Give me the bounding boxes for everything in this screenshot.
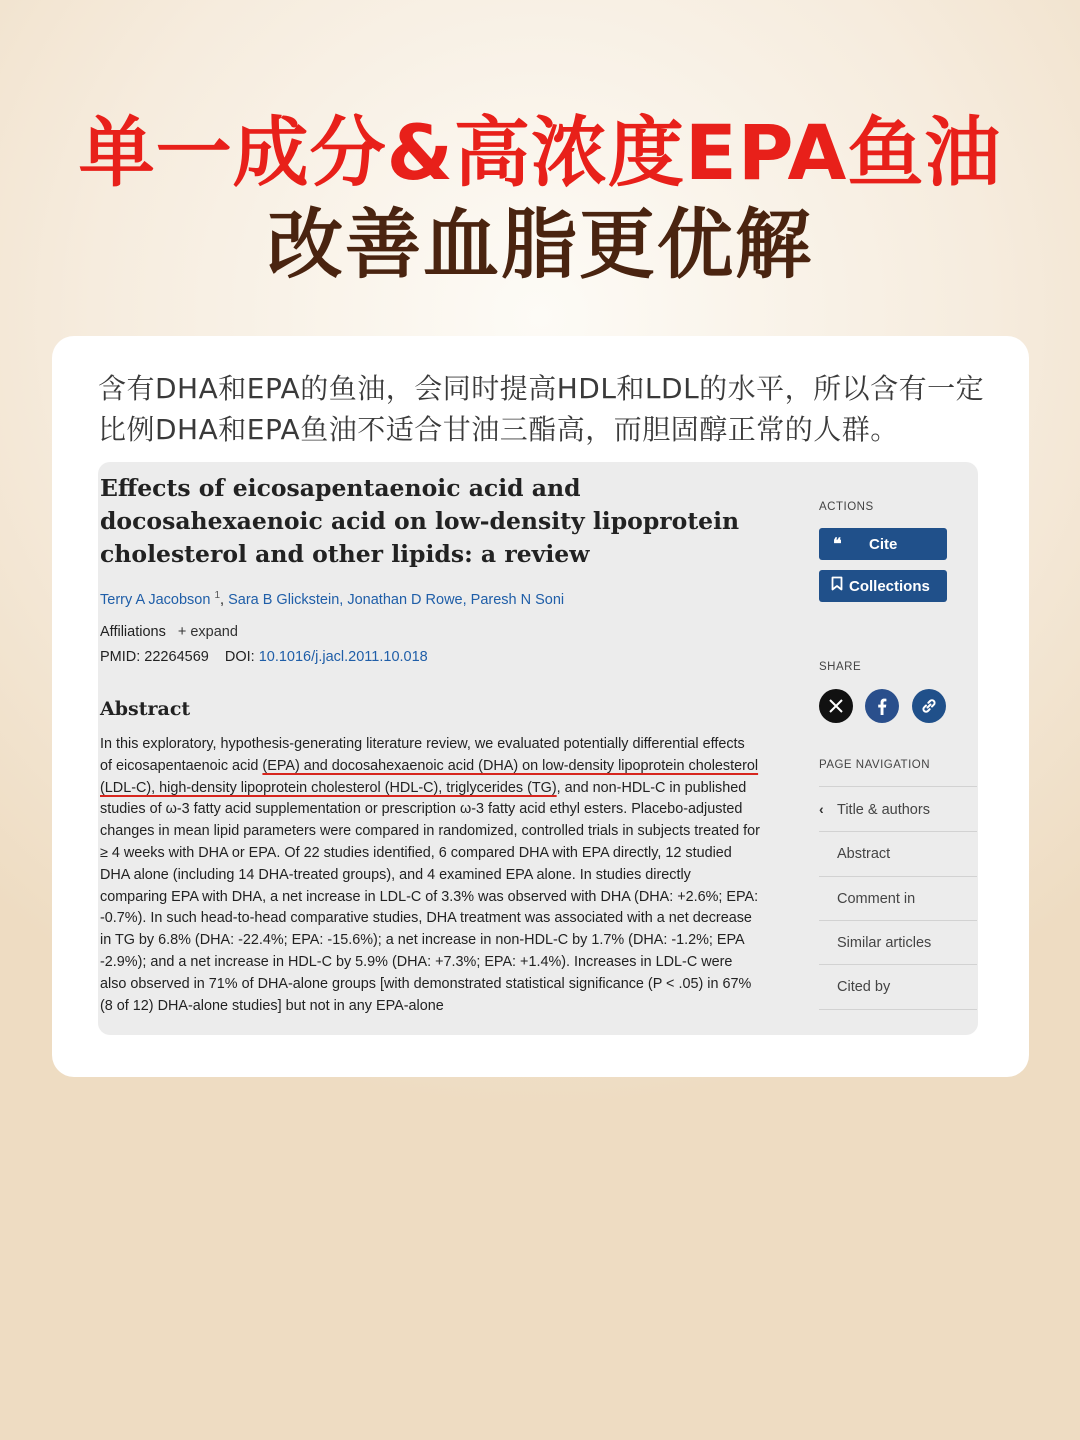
share-label: SHARE <box>819 661 862 673</box>
x-icon[interactable] <box>819 689 853 723</box>
article-screenshot <box>98 462 978 1035</box>
nav-item-title-authors[interactable]: Title & authors <box>837 802 930 818</box>
identifiers-row <box>100 649 428 665</box>
author-link[interactable]: Terry A Jacobson <box>100 591 211 608</box>
affiliations-row <box>100 624 238 640</box>
affiliation-marker[interactable]: 1 <box>214 590 221 601</box>
collections-label: Collections <box>849 577 930 595</box>
abstract-text <box>100 734 760 1017</box>
article-title: Effects of eicosapentaenoic acid and docosahexaenoic acid on low-density lipoprotein cholesterol and other lipids: a review <box>100 474 740 568</box>
nav-divider <box>819 1009 977 1010</box>
cite-button[interactable] <box>819 528 947 560</box>
headline-line-2: 改善血脂更优解 <box>267 200 813 289</box>
nav-divider <box>819 964 977 965</box>
link-icon[interactable] <box>912 689 946 723</box>
intro-text: 含有DHA和EPA的鱼油，会同时提高HDL和LDL的水平，所以含有一定比例DHA和EPA鱼油不适合甘油三酯高，而胆固醇正常的人群。 <box>98 372 985 446</box>
nav-item-cited-by[interactable]: Cited by <box>837 979 891 995</box>
abstract-heading: Abstract <box>100 698 191 720</box>
nav-divider <box>819 876 977 877</box>
author-list <box>100 590 740 608</box>
author-links[interactable]: Sara B Glickstein, Jonathan D Rowe, Paresh N Soni <box>228 591 565 608</box>
nav-item-comment-in[interactable]: Comment in <box>837 891 916 907</box>
abstract-highlighted-phrase: (EPA) and docosahexaenoic acid (DHA) on low-density lipoprotein cholesterol (LDL-C), high-density lipoprotein cholesterol (HDL-C), triglycerides (TG) <box>100 757 759 796</box>
actions-label: ACTIONS <box>819 501 874 513</box>
chevron-left-icon: ‹ <box>819 801 824 817</box>
nav-divider <box>819 831 977 832</box>
author-separator: , <box>220 591 225 608</box>
content-card <box>52 336 1029 1077</box>
abstract-part-2: , and non-HDL-C in published studies of ω-3 fatty acid supplementation or prescription ω-3 fatty acid ethyl esters. Placebo-adjusted changes in mean lipid parameters were compared in randomized, controlled trials in subjects treated for ≥ 4 weeks with DHA or EPA. Of 22 studies identified, 6 compared DHA with EPA directly, 12 studied DHA alone (including 14 DHA-treated groups), and 4 examined EPA alone. In studies directly comparing EPA with DHA, a net increase in LDL-C of 3.3% was observed with DHA (DHA: +2.6%; EPA: -0.7%). In such head-to-head comparative studies, DHA treatment was associated with a net decrease in TG by 6.8% (DHA: -22.4%; EPA: -15.6%); a net increase in non-HDL-C by 1.7% (DHA: -1.2%; EPA -2.9%); and a net increase in HDL-C by 5.9% (DHA: +7.3%; EPA: +1.4%). Increases in LDL-C were also observed in 71% of DHA-alone groups [with demonstrated statistical significance (P < .05) in 67% (8 of 12) DHA-alone studies] but not in any EPA-alone <box>100 779 760 1014</box>
doi-link[interactable]: 10.1016/j.jacl.2011.10.018 <box>258 649 428 665</box>
facebook-icon[interactable] <box>865 689 899 723</box>
doi-label: DOI: <box>224 649 255 665</box>
cite-label: Cite <box>869 535 898 553</box>
headline-line-1: 单一成分&高浓度EPA鱼油 <box>78 108 1002 197</box>
bookmark-icon <box>831 576 849 596</box>
nav-item-similar-articles[interactable]: Similar articles <box>837 935 932 951</box>
affiliations-label: Affiliations <box>100 624 166 640</box>
abstract-part-1: In this exploratory, hypothesis-generating literature review, we evaluated potentially differential effects of eicosapentaenoic acid <box>100 736 745 774</box>
nav-divider <box>819 920 977 921</box>
expand-affiliations-button[interactable]: + expand <box>177 624 238 640</box>
collections-button[interactable] <box>819 570 947 602</box>
page-navigation-label: PAGE NAVIGATION <box>819 759 931 771</box>
quote-icon: ❝ <box>833 536 842 553</box>
nav-divider <box>819 786 977 787</box>
pmid: PMID: 22264569 <box>100 649 209 665</box>
nav-item-abstract[interactable]: Abstract <box>837 846 891 862</box>
